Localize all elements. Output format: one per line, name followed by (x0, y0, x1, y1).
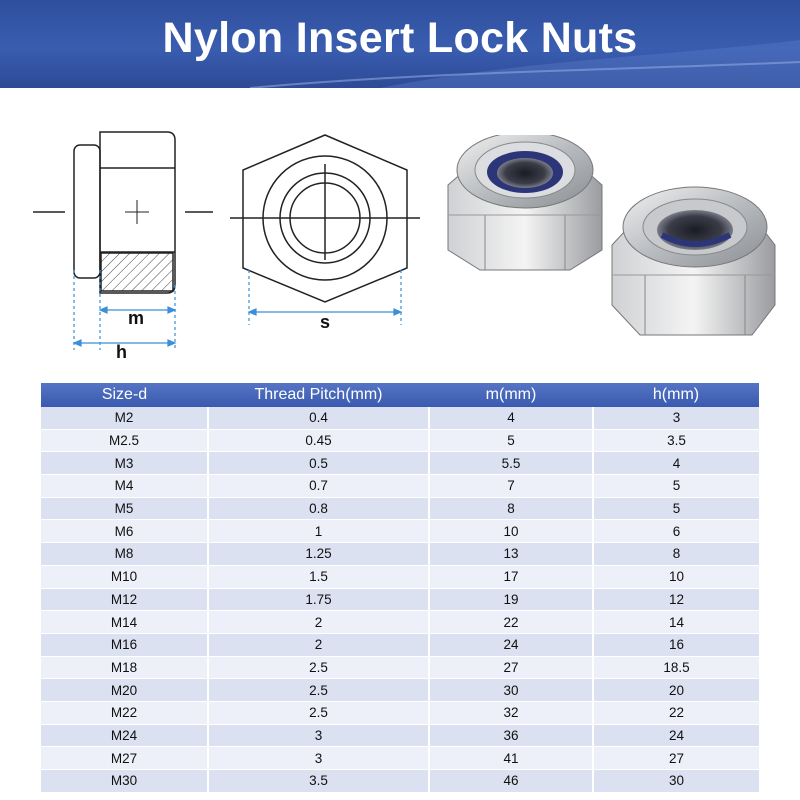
cell-h: 20 (593, 679, 759, 702)
table-row (41, 611, 759, 634)
cell-h: 27 (593, 747, 759, 770)
cell-size: M20 (41, 679, 208, 702)
cell-size: M8 (41, 543, 208, 566)
table-row (41, 407, 759, 429)
cell-h: 3 (593, 407, 759, 429)
cell-thread-pitch: 0.7 (208, 475, 429, 498)
cell-m: 19 (429, 588, 593, 611)
cell-h: 30 (593, 770, 759, 793)
cell-size: M16 (41, 633, 208, 656)
table-header-row (41, 383, 759, 407)
column-header-m: m(mm) (429, 383, 593, 407)
column-header-size: Size-d (41, 383, 208, 407)
cell-size: M24 (41, 724, 208, 747)
nut-technical-drawing (25, 120, 425, 370)
cell-m: 27 (429, 656, 593, 679)
cell-m: 5.5 (429, 452, 593, 475)
cell-h: 18.5 (593, 656, 759, 679)
table-row (41, 565, 759, 588)
cell-size: M2 (41, 407, 208, 429)
table-row (41, 497, 759, 520)
cell-m: 5 (429, 429, 593, 452)
cell-m: 30 (429, 679, 593, 702)
lock-nut-product-photo (440, 135, 780, 345)
cell-h: 5 (593, 497, 759, 520)
cell-h: 10 (593, 565, 759, 588)
cell-m: 7 (429, 475, 593, 498)
cell-m: 24 (429, 633, 593, 656)
cell-m: 8 (429, 497, 593, 520)
cell-thread-pitch: 1.75 (208, 588, 429, 611)
cell-m: 32 (429, 701, 593, 724)
cell-size: M2.5 (41, 429, 208, 452)
cell-size: M12 (41, 588, 208, 611)
cell-thread-pitch: 3 (208, 724, 429, 747)
cell-thread-pitch: 1 (208, 520, 429, 543)
cell-thread-pitch: 1.5 (208, 565, 429, 588)
cell-thread-pitch: 2.5 (208, 679, 429, 702)
cell-thread-pitch: 3.5 (208, 770, 429, 793)
cell-size: M22 (41, 701, 208, 724)
table-row (41, 747, 759, 770)
nylon-insert-hatch (101, 253, 173, 291)
dimension-label-h: h (116, 342, 127, 362)
cell-size: M3 (41, 452, 208, 475)
table-row (41, 452, 759, 475)
size-specification-table (41, 383, 759, 793)
lock-nut-front (448, 135, 602, 270)
cell-thread-pitch: 2.5 (208, 701, 429, 724)
cell-thread-pitch: 3 (208, 747, 429, 770)
cell-m: 13 (429, 543, 593, 566)
cell-size: M5 (41, 497, 208, 520)
cell-m: 41 (429, 747, 593, 770)
cell-m: 10 (429, 520, 593, 543)
cell-h: 3.5 (593, 429, 759, 452)
table-row (41, 475, 759, 498)
cell-size: M4 (41, 475, 208, 498)
column-header-h: h(mm) (593, 383, 759, 407)
cell-thread-pitch: 2 (208, 633, 429, 656)
cell-h: 4 (593, 452, 759, 475)
cell-h: 14 (593, 611, 759, 634)
table-row (41, 770, 759, 793)
cell-size: M10 (41, 565, 208, 588)
cell-m: 17 (429, 565, 593, 588)
column-header-thread-pitch: Thread Pitch(mm) (208, 383, 429, 407)
cell-h: 5 (593, 475, 759, 498)
cell-h: 8 (593, 543, 759, 566)
cell-size: M30 (41, 770, 208, 793)
table-row (41, 520, 759, 543)
cell-thread-pitch: 2.5 (208, 656, 429, 679)
table-row (41, 701, 759, 724)
cell-h: 6 (593, 520, 759, 543)
cell-thread-pitch: 0.4 (208, 407, 429, 429)
cell-size: M14 (41, 611, 208, 634)
cell-thread-pitch: 0.45 (208, 429, 429, 452)
cell-thread-pitch: 2 (208, 611, 429, 634)
cell-m: 36 (429, 724, 593, 747)
page-title: Nylon Insert Lock Nuts (162, 14, 638, 62)
cell-size: M6 (41, 520, 208, 543)
title-banner (0, 0, 800, 88)
dimension-label-s: s (320, 312, 331, 332)
table-row (41, 429, 759, 452)
cell-h: 24 (593, 724, 759, 747)
table-row (41, 543, 759, 566)
table-row (41, 588, 759, 611)
table-row (41, 656, 759, 679)
cell-thread-pitch: 0.5 (208, 452, 429, 475)
dimension-label-m: m (128, 308, 145, 328)
cell-h: 16 (593, 633, 759, 656)
cell-m: 46 (429, 770, 593, 793)
cell-thread-pitch: 1.25 (208, 543, 429, 566)
cell-thread-pitch: 0.8 (208, 497, 429, 520)
cell-h: 12 (593, 588, 759, 611)
cell-m: 4 (429, 407, 593, 429)
cell-size: M18 (41, 656, 208, 679)
cell-m: 22 (429, 611, 593, 634)
cell-size: M27 (41, 747, 208, 770)
table-row (41, 633, 759, 656)
cell-h: 22 (593, 701, 759, 724)
lock-nut-side (612, 187, 775, 335)
table-row (41, 724, 759, 747)
table-row (41, 679, 759, 702)
